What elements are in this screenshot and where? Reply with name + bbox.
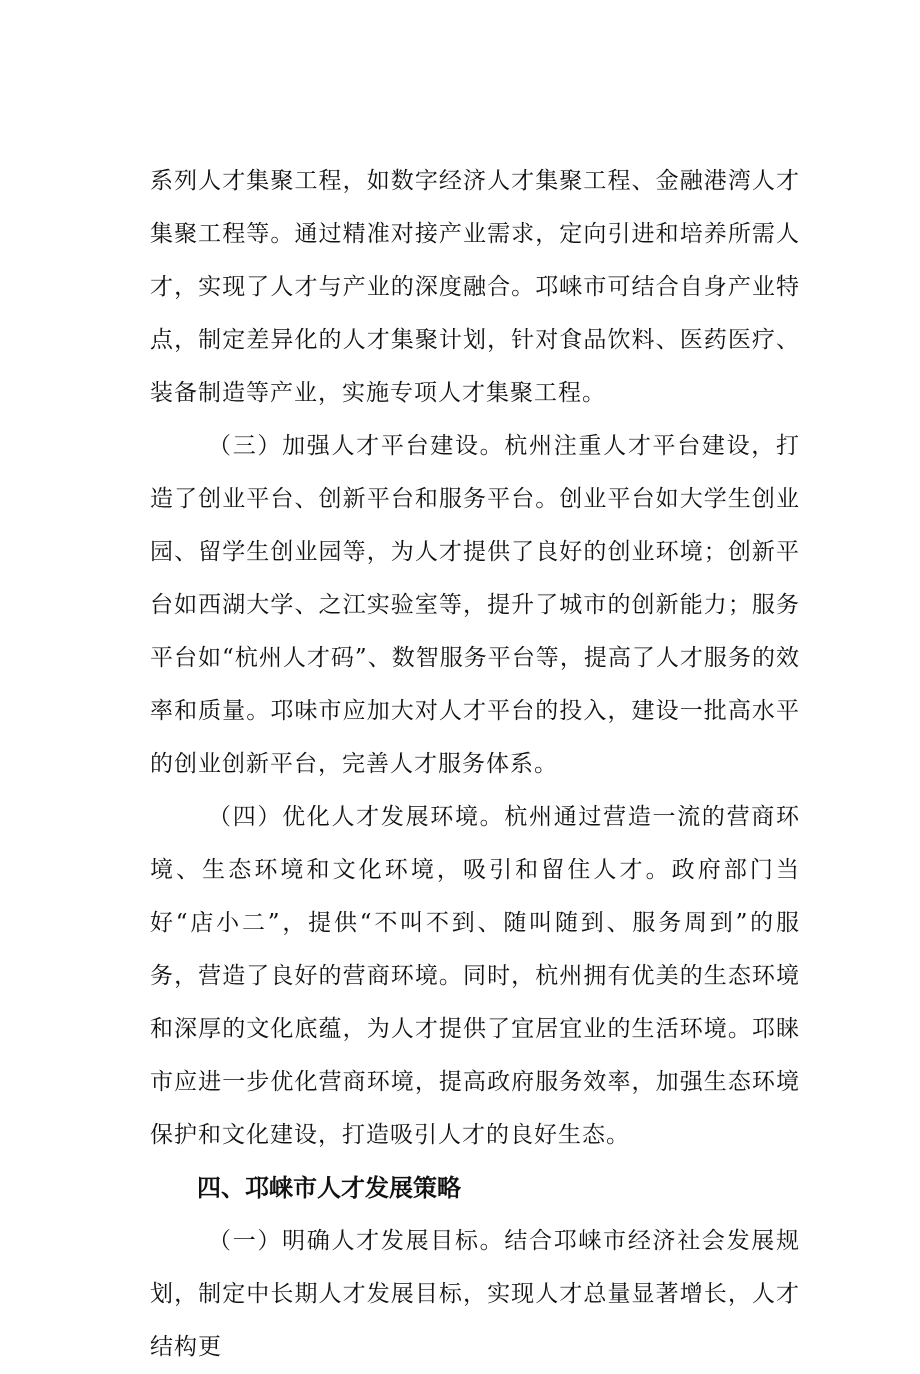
- paragraph-1: 系列人才集聚工程，如数字经济人才集聚工程、金融港湾人才集聚工程等。通过精准对接产业需求，定向引进和培养所需人才，实现了人才与产业的深度融合。邛崃市可结合自身产业特点，制定差异化的人才集聚计划，针对食品饮料、医药医疗、装备制造等产业，实施专项人才集聚工程。: [150, 168, 800, 406]
- paragraph-3: （四）优化人才发展环境。杭州通过营造一流的营商环境、生态环境和文化环境，吸引和留住人才。政府部门当好“店小二”，提供“不叫不到、随叫随到、服务周到”的服务，营造了良好的营商环境。同时，杭州拥有优美的生态环境和深厚的文化底蕴，为人才提供了宜居宜业的生活环境。邛睐市应进一步优化营商环境，提高政府服务效率，加强生态环境保护和文化建设，打造吸引人才的良好生态。: [150, 804, 800, 1148]
- paragraph-4: （一）明确人才发展目标。结合邛崃市经济社会发展规划，制定中长期人才发展目标，实现人才总量显著增长，人才结构更: [150, 1228, 800, 1360]
- document-body: [150, 155, 800, 1374]
- paragraph-2: （三）加强人才平台建设。杭州注重人才平台建设，打造了创业平台、创新平台和服务平台。创业平台如大学生创业园、留学生创业园等，为人才提供了良好的创业环境；创新平台如西湖大学、之江实验室等，提升了城市的创新能力；服务平台如“杭州人才码”、数智服务平台等，提高了人才服务的效率和质量。邛味市应加大对人才平台的投入，建设一批高水平的创业创新平台，完善人才服务体系。: [150, 433, 800, 777]
- section-heading: 四、邛崃市人才发展策略: [197, 1174, 461, 1202]
